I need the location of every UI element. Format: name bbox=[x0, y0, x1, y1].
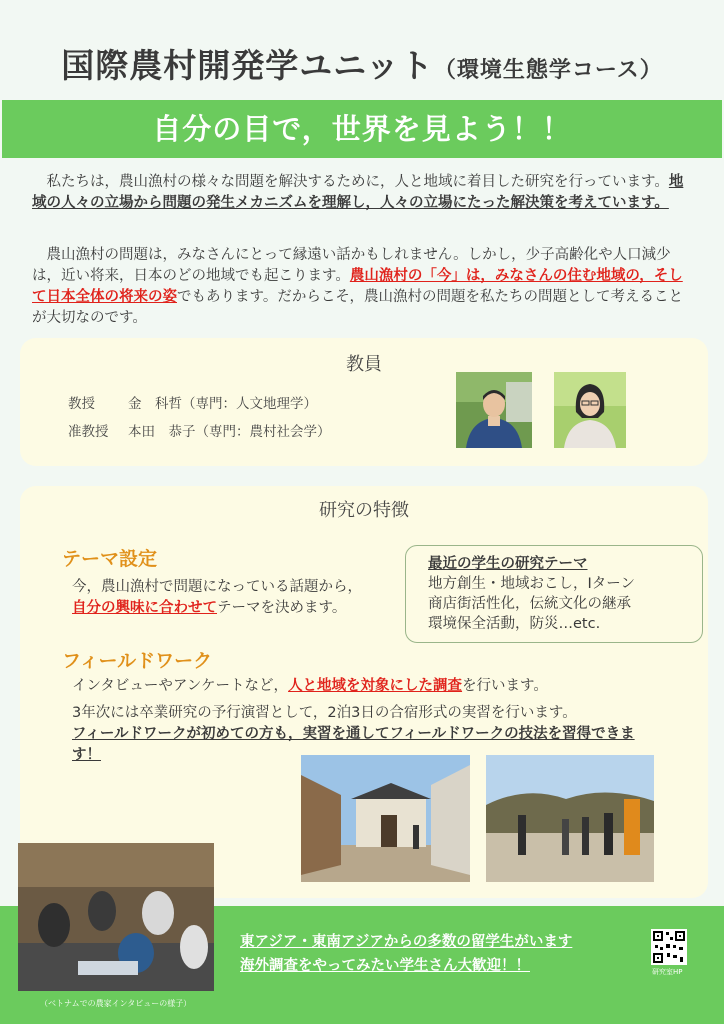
footer-line-1: 東アジア・東南アジアからの多数の留学生がいます bbox=[240, 934, 573, 950]
fieldwork-camp-text: 3年次には卒業研究の予行演習として，2泊3日の合宿形式の実習を行います。 bbox=[72, 705, 577, 721]
intro-paragraph-2 bbox=[32, 245, 692, 329]
professor-photo bbox=[456, 372, 532, 448]
research-heading: 研究の特徴 bbox=[319, 500, 409, 521]
fieldwork-heading: フィールドワーク bbox=[62, 650, 213, 672]
faculty-row-professor bbox=[68, 392, 317, 412]
footer-line-2: 海外調査をやってみたい学生さん大歓迎！！ bbox=[240, 958, 530, 974]
theme-line-2: テーマを決めます。 bbox=[217, 600, 347, 616]
fieldwork-text-b: を行います。 bbox=[462, 678, 548, 694]
faculty-rank: 准教授 bbox=[68, 424, 109, 440]
fieldwork-camp-emphasis: フィールドワークが初めての方も，実習を通してフィールドワークの技法を習得できます！ bbox=[72, 726, 635, 763]
slogan-banner bbox=[2, 100, 722, 158]
recent-topics-box bbox=[405, 545, 703, 643]
faculty-heading: 教員 bbox=[346, 354, 382, 375]
theme-heading: テーマ設定 bbox=[62, 548, 158, 570]
topic-line: 環境保全活動，防災…etc. bbox=[428, 616, 601, 632]
photo-caption: （ベトナムでの農家インタビューの様子） bbox=[40, 999, 192, 1008]
faculty-card bbox=[20, 338, 708, 466]
fieldwork-line-1 bbox=[72, 676, 548, 697]
associate-professor-photo bbox=[554, 372, 626, 448]
village-street-photo bbox=[301, 755, 470, 882]
slogan-text: 自分の目で，世界を見よう！！ bbox=[152, 112, 572, 146]
intro-paragraph-1 bbox=[32, 172, 692, 214]
intro-p1-emphasis: 地域の人々の立場から問題の発生メカニズムを理解し，人々の立場にたった解決策を考えています。 bbox=[32, 174, 684, 211]
intro-p2-emphasis: 農山漁村の「今」は，みなさんの住む地域の，そして日本全体の将来の姿 bbox=[32, 268, 683, 305]
theme-description bbox=[72, 577, 402, 619]
qr-code-icon[interactable] bbox=[651, 929, 687, 965]
intro-p2-text-a: 農山漁村の問題は，みなさんにとって縁遠い話かもしれません。しかし，少子高齢化や人口減少は，近い将来，日本のどの地域でも起こります。 bbox=[32, 247, 671, 284]
faculty-name: 本田 恭子 bbox=[128, 424, 196, 440]
faculty-name: 金 科哲 bbox=[128, 396, 182, 412]
topic-line: 商店街活性化，伝統文化の継承 bbox=[428, 596, 631, 612]
faculty-specialty: （専門：農村社会学） bbox=[195, 424, 331, 440]
field-survey-photo bbox=[486, 755, 654, 882]
faculty-row-associate bbox=[68, 420, 331, 440]
theme-emphasis: 自分の興味に合わせて bbox=[72, 600, 217, 616]
faculty-rank: 教授 bbox=[68, 396, 95, 412]
intro-p2-text-b: でもあります。だからこそ，農山漁村の問題を私たちの問題として考えることが大切なのです。 bbox=[32, 289, 684, 326]
fieldwork-emphasis: 人と地域を対象にした調査 bbox=[288, 678, 463, 694]
title-sub: （環境生態学コース） bbox=[433, 58, 663, 83]
recent-topics-title: 最近の学生の研究テーマ bbox=[428, 556, 588, 572]
faculty-specialty: （専門：人文地理学） bbox=[182, 396, 317, 412]
vietnam-interview-photo bbox=[18, 843, 214, 991]
intro-p1-text: 私たちは，農山漁村の様々な問題を解決するために，人と地域に着目した研究を行っています。 bbox=[46, 174, 669, 190]
title-main: 国際農村開発学ユニット bbox=[61, 46, 434, 85]
fieldwork-text-a: インタビューやアンケートなど， bbox=[72, 678, 289, 694]
topic-line: 地方創生・地域おこし，Iターン bbox=[428, 576, 635, 592]
page-title bbox=[0, 40, 724, 87]
qr-label: 研究室HP bbox=[652, 968, 683, 976]
theme-line-1: 今，農山漁村で問題になっている話題から， bbox=[72, 579, 362, 595]
